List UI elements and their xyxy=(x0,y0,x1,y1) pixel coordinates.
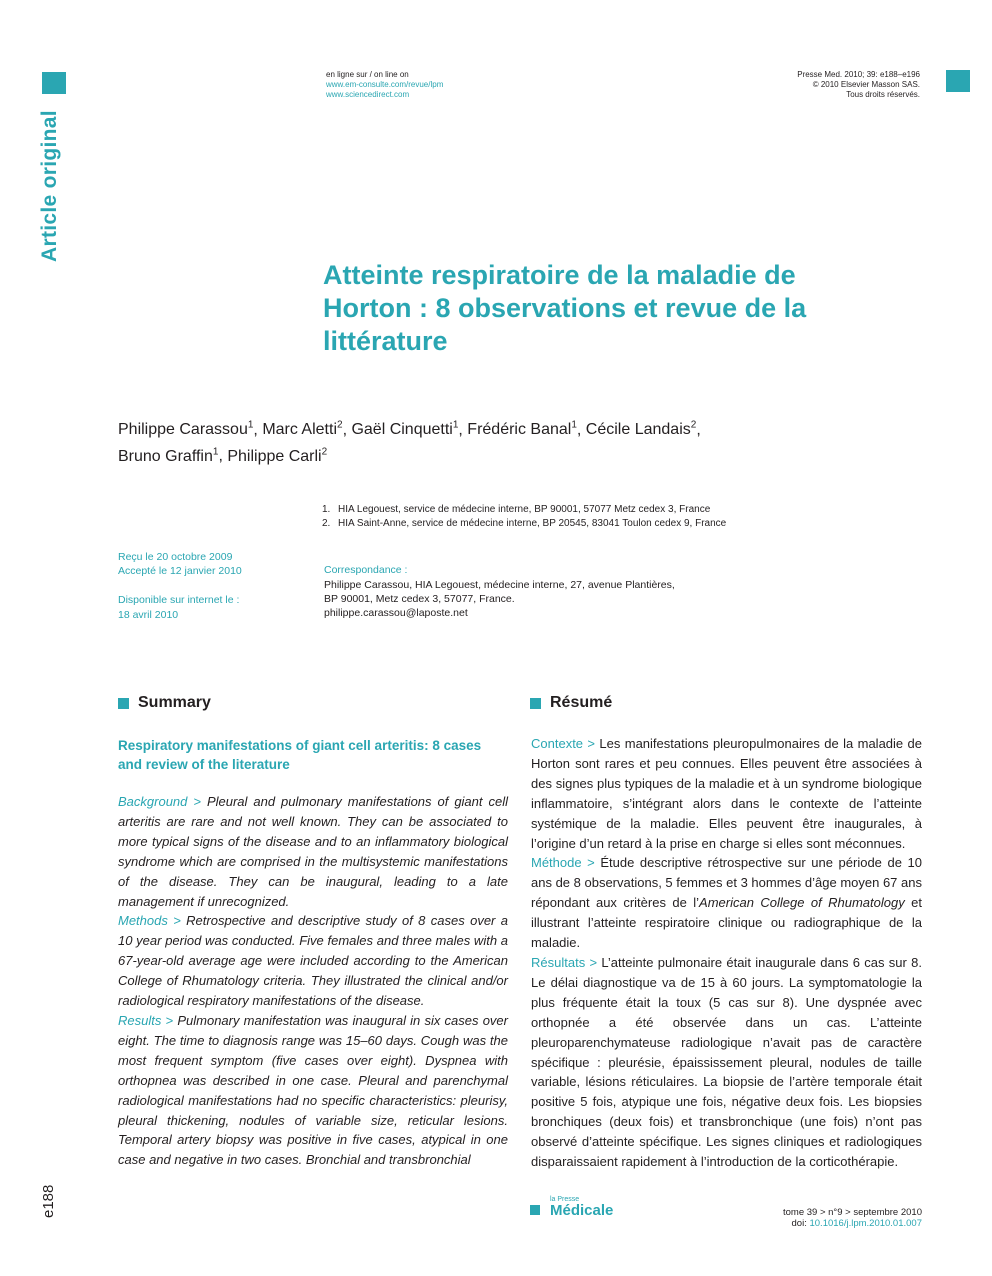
footer-issue-info xyxy=(783,1207,922,1229)
affiliation-item: 1. HIA Legouest, service de médecine interne, BP 90001, 57077 Metz cedex 3, France xyxy=(322,504,711,515)
issue-line: tome 39 > n°9 > septembre 2010 xyxy=(782,1207,922,1218)
correspondence xyxy=(324,563,744,620)
citation-line-2: © 2010 Elsevier Masson SAS. xyxy=(812,80,920,89)
doi-label: doi: xyxy=(791,1218,807,1229)
author: Marc Aletti$^2$ xyxy=(262,420,343,439)
author: Gaël Cinquetti$^1$ xyxy=(351,420,459,439)
citation-line-3: Tous droits réservés. xyxy=(846,90,920,99)
corner-square-left xyxy=(42,72,66,94)
correspondence-email[interactable]: philippe.carassou@laposte.net xyxy=(324,607,468,619)
online-availability-label: Disponible sur internet le : xyxy=(118,594,240,606)
author: Philippe Carassou$^1$ xyxy=(118,420,254,439)
online-label: en ligne sur / on line on xyxy=(326,70,409,79)
summary-heading: Summary xyxy=(118,694,211,712)
affiliation-list xyxy=(322,503,762,531)
correspondence-line-2: BP 90001, Metz cedex 3, 57077, France. xyxy=(324,593,515,605)
resume-methode: Méthode > Étude descriptive rétrospective sur une période de 10 ans de 8 observations, 5 femmes et 3 hommes d’âge moyen 67 ans répondant aux critères de l’American College of Rhumatology et illustrant l’atteinte respiratoire clinique ou radiographique de la maladie. xyxy=(531,855,922,951)
author-list: Philippe Carassou$^1$, Marc Aletti$^2$, Gaël Cinquetti$^1$, Frédéric Banal$^1$, Cécile Landais$^2$, Bruno Graffin$^1$, Philippe Carli$^2$ xyxy=(118,420,701,465)
author: Bruno Graffin$^1$ xyxy=(118,446,219,465)
resume-resultats: Résultats > L’atteinte pulmonaire était inaugurale dans 6 cas sur 8. Le délai diagnostique va de 15 à 60 jours. La symptomatologie la plus fréquente était la toux (5 cas sur 8). Une dyspnée avec orthopnée a été observée dans un cas. L’atteinte pleuroparenchymateuse radiologique n’avait pas de caractère spécifique : pleurésie, épaississement pleural, nodules de taille variable, lésions réticulaires. La biopsie de l’artère temporale était positive 5 fois, atypique une fois, négative deux fois. Les biopsies bronchiques (deux fois) et transbronchique (une fois) n’ont pas observé d’atteinte spécifique. Les signes cliniques et radiologiques disparaissaient rapidement à l’introduction de la corticothérapie. xyxy=(531,954,922,1170)
received-date: Reçu le 20 octobre 2009 xyxy=(118,551,233,563)
page-number: e188 xyxy=(40,1184,57,1218)
correspondence-line-1: Philippe Carassou, HIA Legouest, médecine interne, 27, avenue Plantières, xyxy=(324,579,675,591)
resume-heading: Résumé xyxy=(530,694,612,712)
author: Philippe Carli$^2$ xyxy=(227,446,328,465)
article-title: Atteinte respiratoire de la maladie de Horton : 8 observations et revue de la littérature xyxy=(323,260,807,356)
corner-square-right xyxy=(946,70,970,92)
resume-body xyxy=(531,734,922,1172)
summary-background: Background > Pleural and pulmonary manifestations of giant cell arteritis are rare and not well known. They can be associated to more typical signs of the disease and to an inflammatory biological syndrome which are comprised in the multisystemic manifestations of the disease. They can be inaugural, leading to a late management if unrecognized. xyxy=(118,794,508,909)
journal-logo xyxy=(530,1196,613,1218)
accepted-date: Accepté le 12 janvier 2010 xyxy=(118,565,242,577)
online-url-1[interactable]: www.em-consulte.com/revue/lpm xyxy=(326,80,444,89)
article-type-label: Article original xyxy=(38,110,61,262)
summary-methods: Methods > Retrospective and descriptive study of 8 cases over a 10 year period was conducted. Five females and three males with a 67-year-old average age were included according to the American College of Rhumatology criteria. They illustrated the clinical and/or radiological respiratory manifestations of the disease. xyxy=(118,913,508,1009)
journal-logo-small: la Presse xyxy=(550,1196,580,1203)
summary-results: Results > Pulmonary manifestation was inaugural in six cases over eight. The time to diagnosis range was 15–60 days. Cough was the most frequent symptom (five cases over eight). Dyspnea with orthopnea was described in one case. Pleural and parenchymal radiological manifestations had no specific characteristics: pleurisy, pleural thickening, nodules of variable size, reticular lesions. Temporal artery biopsy was positive in five cases, atypical in one case and negative in two cases. Bronchial and transbronchial xyxy=(118,1012,508,1168)
author: Frédéric Banal$^1$ xyxy=(467,420,577,439)
affiliation-item: 2. HIA Saint-Anne, service de médecine interne, BP 20545, 83041 Toulon cedex 9, France xyxy=(322,518,727,529)
online-info xyxy=(326,70,443,100)
summary-body xyxy=(118,792,508,1170)
online-availability-date: 18 avril 2010 xyxy=(118,609,179,621)
online-url-2[interactable]: www.sciencedirect.com xyxy=(326,90,410,99)
heading-square-icon xyxy=(118,698,129,709)
citation xyxy=(797,70,920,100)
logo-square-icon xyxy=(530,1205,540,1215)
resume-contexte: Contexte > Les manifestations pleuropulmonaires de la maladie de Horton sont rares et peu connues. Elles peuvent être associées à des signes plus typiques de la maladie et à un syndrome biologique inflammatoire, s’intégrant alors dans le contexte de l’atteinte systémique de la maladie. Elles peuvent être inaugurales, à l’origine d’un retard à la prise en charge si elles sont méconnues. xyxy=(531,736,922,851)
received-accepted-dates xyxy=(118,550,242,578)
citation-line-1: Presse Med. 2010; 39: e188–e196 xyxy=(797,70,920,79)
summary-subtitle: Respiratory manifestations of giant cell arteritis: 8 cases and review of the literature xyxy=(118,738,482,772)
heading-square-icon xyxy=(530,698,541,709)
journal-logo-name: Médicale xyxy=(550,1202,614,1219)
correspondence-label: Correspondance : xyxy=(324,564,408,576)
author: Cécile Landais$^2$ xyxy=(585,420,697,439)
online-availability xyxy=(118,593,239,623)
doi-link[interactable]: 10.1016/j.lpm.2010.01.007 xyxy=(809,1218,922,1229)
